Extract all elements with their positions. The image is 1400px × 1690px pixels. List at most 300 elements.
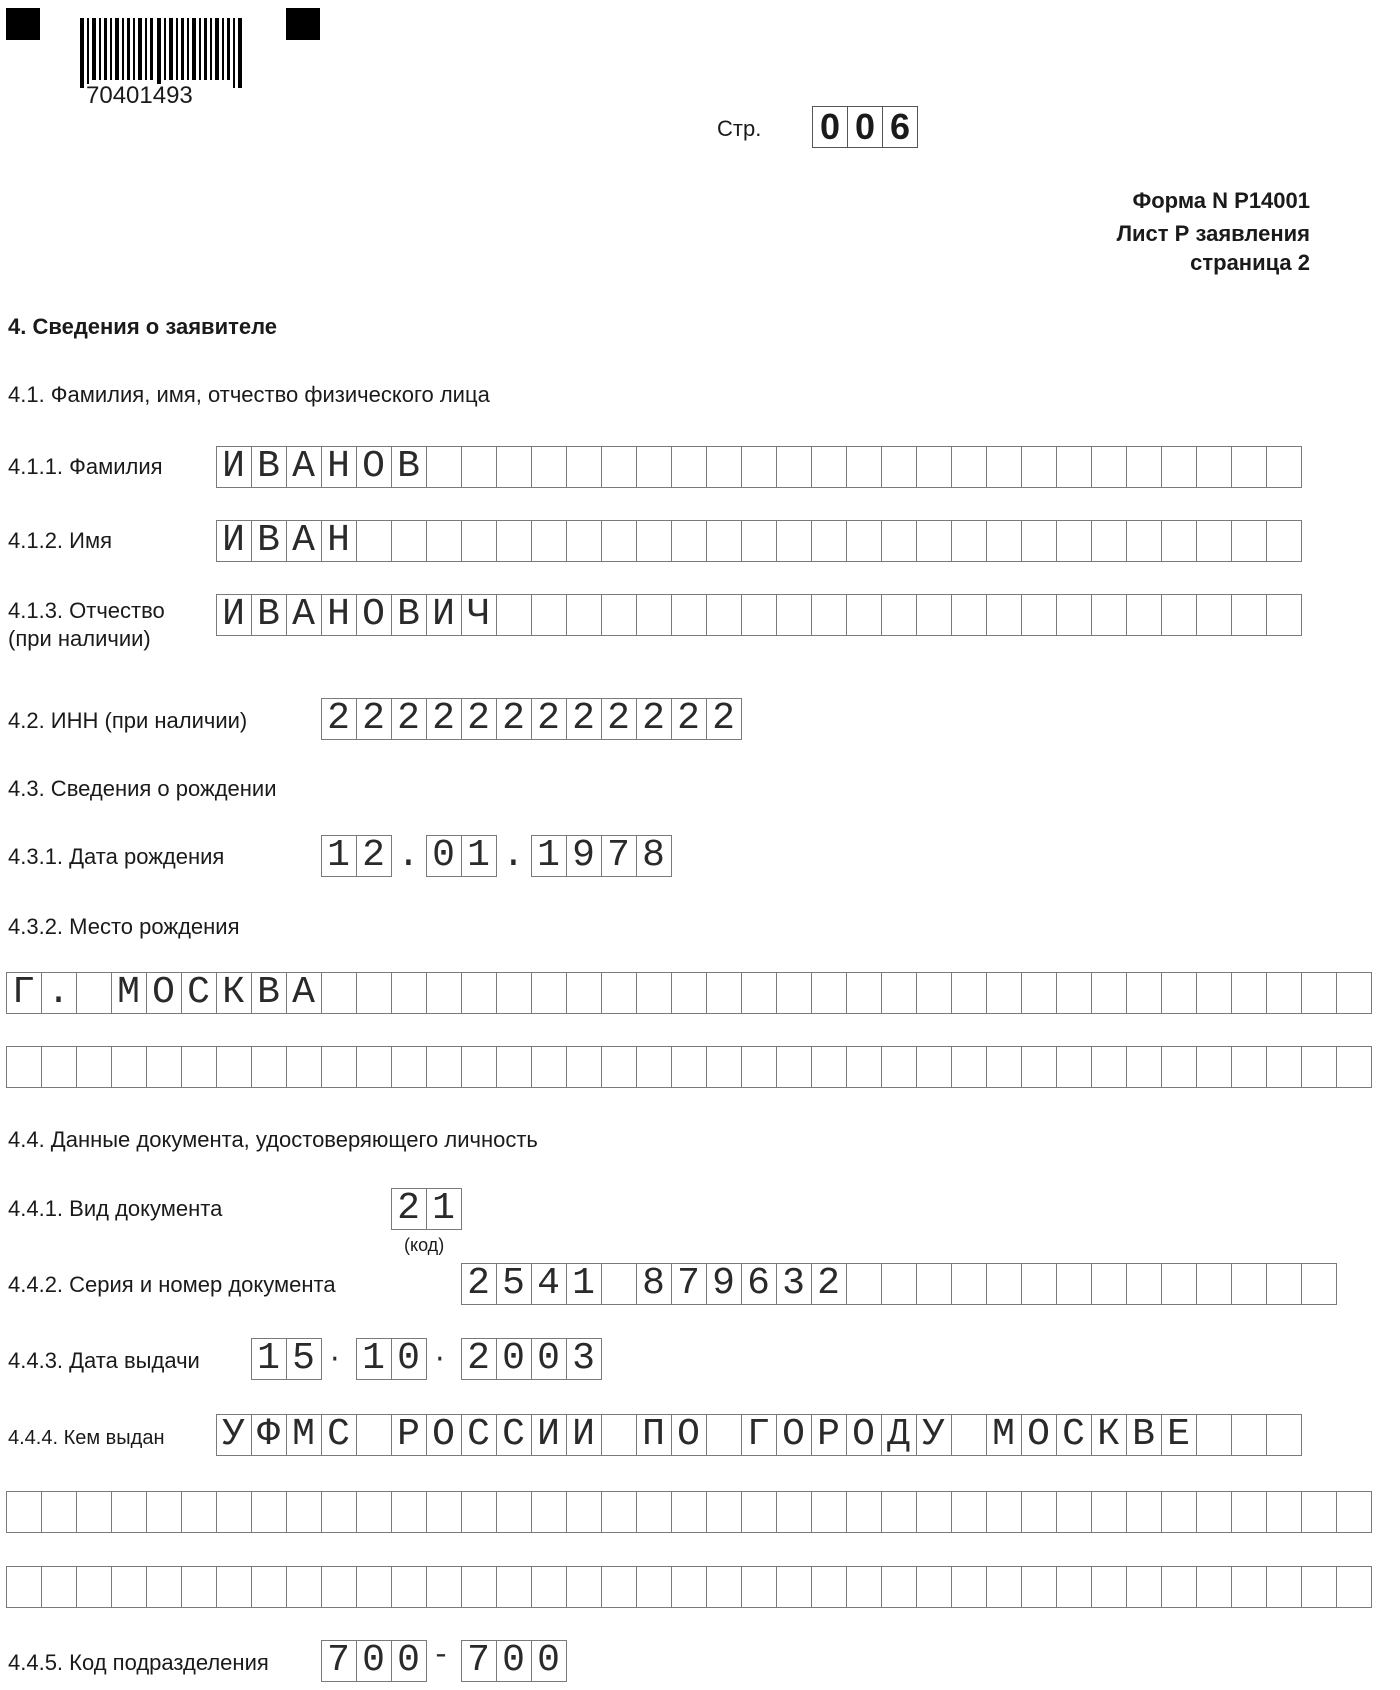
field-character: И	[537, 1413, 560, 1456]
grid-cell	[742, 1567, 777, 1607]
grid-cell	[1267, 1567, 1302, 1607]
barcode	[80, 18, 246, 88]
field-character: В	[397, 593, 420, 636]
grid-cell	[742, 521, 777, 561]
grid-cell	[287, 1492, 322, 1532]
grid-cell	[322, 1567, 357, 1607]
grid-cell	[1162, 1047, 1197, 1087]
field-character: .	[47, 971, 70, 1014]
grid-cell	[952, 973, 987, 1013]
grid-cell	[987, 521, 1022, 561]
grid-cell	[847, 1264, 882, 1304]
grid-cell	[1022, 1567, 1057, 1607]
field-character: М	[992, 1413, 1015, 1456]
field-character: 3	[572, 1337, 595, 1380]
field-character: И	[222, 445, 245, 488]
dept-code-part1-field[interactable]	[321, 1641, 426, 1681]
sheet-name: Лист Р заявления	[1116, 221, 1310, 246]
field-character: Ф	[257, 1413, 280, 1456]
grid-cell	[1092, 1492, 1127, 1532]
grid-cell	[882, 1264, 917, 1304]
field-character: 9	[572, 834, 595, 877]
grid-cell	[1302, 1047, 1337, 1087]
grid-cell	[1232, 1492, 1267, 1532]
grid-cell	[917, 521, 952, 561]
issue-day-field[interactable]	[251, 1339, 321, 1379]
grid-cell	[672, 973, 707, 1013]
grid-cell	[182, 1492, 217, 1532]
grid-cell	[497, 1567, 532, 1607]
grid-cell	[742, 1492, 777, 1532]
grid-cell	[777, 1492, 812, 1532]
grid-cell	[1267, 1492, 1302, 1532]
grid-cell	[462, 447, 497, 487]
grid-cell	[287, 1047, 322, 1087]
grid-cell	[637, 973, 672, 1013]
grid-cell	[987, 1492, 1022, 1532]
grid-cell	[427, 1047, 462, 1087]
field-character: 1	[467, 834, 490, 877]
field-character: 2	[712, 697, 735, 740]
field-character: М	[292, 1413, 315, 1456]
grid-cell	[952, 521, 987, 561]
field-character: 2	[537, 697, 560, 740]
field-character: 1	[362, 1337, 385, 1380]
issue-date-label: 4.4.3. Дата выдачи	[8, 1348, 200, 1373]
field-character: 3	[782, 1262, 805, 1305]
grid-cell	[882, 447, 917, 487]
field-character: 0	[502, 1639, 525, 1682]
field-character	[601, 1264, 636, 1304]
field-character: С	[187, 971, 210, 1014]
grid-cell	[917, 1492, 952, 1532]
field-character: 1	[327, 834, 350, 877]
grid-cell	[1337, 1492, 1372, 1532]
issue-month-field[interactable]	[356, 1339, 426, 1379]
grid-cell	[217, 1047, 252, 1087]
grid-cell	[847, 973, 882, 1013]
field-character	[951, 1415, 986, 1455]
field-character	[356, 1415, 391, 1455]
grid-cell	[427, 1567, 462, 1607]
field-character: 6	[747, 1262, 770, 1305]
grid-cell	[672, 1047, 707, 1087]
issued-by-grid-line-3[interactable]	[6, 1566, 1372, 1608]
grid-cell	[1232, 1415, 1267, 1455]
birth-year-field[interactable]	[531, 836, 671, 876]
grid-cell	[602, 447, 637, 487]
birth-place-field[interactable]	[6, 973, 321, 1013]
grid-cell	[1022, 595, 1057, 635]
grid-cell	[427, 1492, 462, 1532]
grid-cell	[7, 1567, 42, 1607]
grid-cell	[427, 521, 462, 561]
field-character: С	[1062, 1413, 1085, 1456]
grid-cell	[812, 1047, 847, 1087]
grid-cell	[812, 595, 847, 635]
field-character: К	[222, 971, 245, 1014]
grid-cell	[1092, 1047, 1127, 1087]
grid-cell	[882, 1492, 917, 1532]
field-character: О	[782, 1413, 805, 1456]
grid-cell	[77, 1047, 112, 1087]
grid-cell	[427, 447, 462, 487]
field-character: В	[257, 445, 280, 488]
grid-cell	[882, 973, 917, 1013]
field-character: В	[1132, 1413, 1155, 1456]
grid-cell	[882, 1047, 917, 1087]
grid-cell	[1197, 1047, 1232, 1087]
field-character: С	[327, 1413, 350, 1456]
field-character: 7	[327, 1639, 350, 1682]
birth-date-label: 4.3.1. Дата рождения	[8, 844, 225, 869]
dept-code-separator: -	[432, 1639, 451, 1673]
grid-cell	[1057, 1567, 1092, 1607]
subsection-4-3-title: 4.3. Сведения о рождении	[8, 776, 277, 801]
field-character: У	[922, 1413, 945, 1456]
field-character: Д	[887, 1413, 910, 1456]
doc-type-field[interactable]	[391, 1189, 461, 1229]
issue-date-separator: ·	[432, 1344, 448, 1374]
grid-cell	[1267, 595, 1302, 635]
grid-cell	[1197, 973, 1232, 1013]
grid-cell	[742, 595, 777, 635]
grid-cell	[322, 1047, 357, 1087]
grid-cell	[1162, 595, 1197, 635]
grid-cell	[77, 1492, 112, 1532]
grid-cell	[1022, 521, 1057, 561]
grid-cell	[497, 447, 532, 487]
grid-cell	[497, 595, 532, 635]
field-character: И	[432, 593, 455, 636]
grid-cell	[952, 595, 987, 635]
grid-cell	[777, 447, 812, 487]
grid-cell	[1267, 1047, 1302, 1087]
page-number-field	[812, 106, 918, 148]
grid-cell	[252, 1047, 287, 1087]
grid-cell	[777, 1047, 812, 1087]
grid-cell	[567, 1047, 602, 1087]
grid-cell	[77, 1567, 112, 1607]
doc-number-field[interactable]	[461, 1264, 846, 1304]
grid-cell	[1057, 1492, 1092, 1532]
grid-cell	[287, 1567, 322, 1607]
grid-cell	[1232, 1264, 1267, 1304]
issue-date-separator: ·	[327, 1344, 343, 1374]
birth-month-field[interactable]	[426, 836, 496, 876]
field-character: 7	[677, 1262, 700, 1305]
grid-cell	[707, 973, 742, 1013]
field-character: О	[432, 1413, 455, 1456]
grid-cell	[1197, 1415, 1232, 1455]
barcode-number: 70401493	[86, 82, 193, 109]
grid-cell	[1197, 521, 1232, 561]
grid-cell	[1092, 1567, 1127, 1607]
grid-cell	[567, 1567, 602, 1607]
grid-cell	[42, 1047, 77, 1087]
grid-cell	[217, 1567, 252, 1607]
field-character	[706, 1415, 741, 1455]
grid-cell	[847, 447, 882, 487]
grid-cell	[987, 1264, 1022, 1304]
grid-cell	[1127, 973, 1162, 1013]
field-character: О	[1027, 1413, 1050, 1456]
field-character: Е	[1167, 1413, 1190, 1456]
name-field[interactable]	[216, 521, 356, 561]
grid-cell	[532, 521, 567, 561]
grid-cell	[322, 973, 357, 1013]
birth-day-field[interactable]	[321, 836, 391, 876]
grid-cell	[812, 973, 847, 1013]
grid-cell	[1092, 1264, 1127, 1304]
grid-cell	[532, 595, 567, 635]
field-character: 0	[397, 1639, 420, 1682]
grid-cell	[812, 447, 847, 487]
grid-cell	[112, 1047, 147, 1087]
field-character: О	[852, 1413, 875, 1456]
grid-cell	[952, 1047, 987, 1087]
grid-cell	[322, 1492, 357, 1532]
grid-cell	[1232, 447, 1267, 487]
registration-marker-right	[286, 8, 320, 40]
grid-cell	[7, 1047, 42, 1087]
grid-cell	[812, 1567, 847, 1607]
grid-cell	[392, 1047, 427, 1087]
inn-field[interactable]	[321, 699, 741, 739]
grid-cell	[637, 595, 672, 635]
grid-cell	[532, 973, 567, 1013]
grid-cell	[882, 521, 917, 561]
page-digit: 6	[883, 107, 918, 147]
grid-cell	[217, 1492, 252, 1532]
grid-cell	[1057, 1047, 1092, 1087]
grid-cell	[847, 1567, 882, 1607]
grid-cell	[252, 1492, 287, 1532]
grid-cell	[392, 1567, 427, 1607]
issued-by-grid-line-2[interactable]	[6, 1491, 1372, 1533]
patronymic-field[interactable]	[216, 595, 496, 635]
grid-cell	[1092, 447, 1127, 487]
grid-cell	[1232, 595, 1267, 635]
grid-cell	[532, 1492, 567, 1532]
grid-cell	[952, 1264, 987, 1304]
grid-cell	[1232, 973, 1267, 1013]
grid-cell	[1197, 1567, 1232, 1607]
patronymic-label-note: (при наличии)	[8, 626, 151, 651]
grid-cell	[357, 973, 392, 1013]
doc-type-label: 4.4.1. Вид документа	[8, 1196, 223, 1221]
grid-cell	[1127, 1047, 1162, 1087]
form-name: Форма N Р14001	[1132, 188, 1310, 213]
grid-cell	[882, 595, 917, 635]
grid-cell	[987, 447, 1022, 487]
grid-cell	[1092, 973, 1127, 1013]
grid-cell	[357, 1567, 392, 1607]
grid-cell	[532, 1047, 567, 1087]
name-label: 4.1.2. Имя	[8, 528, 113, 553]
grid-cell	[1127, 1264, 1162, 1304]
field-character: 2	[467, 1262, 490, 1305]
field-character: 0	[362, 1639, 385, 1682]
field-character: Р	[397, 1413, 420, 1456]
field-character: И	[222, 519, 245, 562]
grid-cell	[672, 1567, 707, 1607]
grid-cell	[707, 1567, 742, 1607]
grid-cell	[357, 1047, 392, 1087]
field-character: 0	[537, 1639, 560, 1682]
grid-cell	[532, 1567, 567, 1607]
grid-cell	[777, 521, 812, 561]
field-character: У	[222, 1413, 245, 1456]
grid-cell	[952, 447, 987, 487]
grid-cell	[602, 595, 637, 635]
field-character: О	[362, 593, 385, 636]
grid-cell	[1162, 973, 1197, 1013]
page-digit: 0	[813, 107, 848, 147]
field-character: 2	[397, 697, 420, 740]
issue-year-field[interactable]	[461, 1339, 601, 1379]
grid-cell	[847, 595, 882, 635]
grid-cell	[1022, 447, 1057, 487]
field-character: 7	[607, 834, 630, 877]
field-character: Р	[817, 1413, 840, 1456]
field-character: М	[117, 971, 140, 1014]
grid-cell	[147, 1567, 182, 1607]
grid-cell	[567, 447, 602, 487]
grid-cell	[1267, 1415, 1302, 1455]
grid-cell	[812, 521, 847, 561]
grid-cell	[602, 1492, 637, 1532]
grid-cell	[1022, 1264, 1057, 1304]
field-character: А	[292, 593, 315, 636]
dept-code-part2-field[interactable]	[461, 1641, 566, 1681]
grid-cell	[777, 1567, 812, 1607]
field-character: 1	[257, 1337, 280, 1380]
grid-cell	[952, 1567, 987, 1607]
grid-cell	[1127, 1567, 1162, 1607]
grid-cell	[1057, 521, 1092, 561]
field-character: 4	[537, 1262, 560, 1305]
grid-cell	[672, 447, 707, 487]
grid-cell	[637, 521, 672, 561]
page-digit: 0	[848, 107, 883, 147]
field-character: 1	[572, 1262, 595, 1305]
field-character: В	[257, 971, 280, 1014]
doc-number-label: 4.4.2. Серия и номер документа	[8, 1272, 336, 1297]
field-character: Г	[12, 971, 35, 1014]
field-character: О	[677, 1413, 700, 1456]
grid-cell	[1057, 447, 1092, 487]
field-character: О	[152, 971, 175, 1014]
grid-cell	[1197, 1264, 1232, 1304]
field-character: 2	[362, 834, 385, 877]
grid-cell	[917, 447, 952, 487]
surname-field[interactable]	[216, 447, 426, 487]
issued-by-field[interactable]	[216, 1415, 1196, 1455]
birth-date-separator: .	[397, 834, 420, 877]
grid-cell	[917, 1047, 952, 1087]
field-character: С	[467, 1413, 490, 1456]
field-character: 8	[642, 1262, 665, 1305]
grid-cell	[112, 1567, 147, 1607]
grid-cell	[1267, 973, 1302, 1013]
grid-cell	[987, 1047, 1022, 1087]
grid-cell	[1197, 447, 1232, 487]
grid-cell	[182, 1047, 217, 1087]
birth-place-label: 4.3.2. Место рождения	[8, 914, 240, 939]
grid-cell	[567, 521, 602, 561]
grid-cell	[602, 1047, 637, 1087]
grid-cell	[392, 1492, 427, 1532]
grid-cell	[497, 1492, 532, 1532]
grid-cell	[1267, 1264, 1302, 1304]
section-title: 4. Сведения о заявителе	[8, 314, 278, 339]
grid-cell	[742, 1047, 777, 1087]
grid-cell	[1162, 1492, 1197, 1532]
grid-cell	[1022, 973, 1057, 1013]
field-character: 1	[537, 834, 560, 877]
field-character: В	[397, 445, 420, 488]
grid-cell	[742, 973, 777, 1013]
grid-cell	[1302, 973, 1337, 1013]
grid-cell	[917, 1264, 952, 1304]
field-character: 8	[642, 834, 665, 877]
grid-cell	[847, 521, 882, 561]
birth-place-grid-line-2[interactable]	[6, 1046, 1372, 1088]
field-character: 2	[467, 697, 490, 740]
grid-cell	[567, 1492, 602, 1532]
field-character: С	[502, 1413, 525, 1456]
dept-code-label: 4.4.5. Код подразделения	[8, 1650, 269, 1675]
grid-cell	[1092, 521, 1127, 561]
page-label: Стр.	[717, 116, 762, 141]
name-grid[interactable]	[216, 520, 1302, 562]
grid-cell	[567, 595, 602, 635]
field-character: 1	[432, 1187, 455, 1230]
field-character: 2	[327, 697, 350, 740]
grid-cell	[1232, 521, 1267, 561]
grid-cell	[42, 1492, 77, 1532]
grid-cell	[812, 1492, 847, 1532]
grid-cell	[952, 1492, 987, 1532]
field-character: 9	[712, 1262, 735, 1305]
grid-cell	[707, 1492, 742, 1532]
subsection-4-1-title: 4.1. Фамилия, имя, отчество физического лица	[8, 382, 490, 407]
grid-cell	[1267, 521, 1302, 561]
birth-date-separator: .	[502, 834, 525, 877]
grid-cell	[1302, 1264, 1337, 1304]
grid-cell	[427, 973, 462, 1013]
grid-cell	[1162, 1264, 1197, 1304]
grid-cell	[1302, 1567, 1337, 1607]
grid-cell	[462, 1492, 497, 1532]
grid-cell	[147, 1492, 182, 1532]
field-character: 2	[502, 697, 525, 740]
surname-label: 4.1.1. Фамилия	[8, 454, 163, 479]
grid-cell	[252, 1567, 287, 1607]
grid-cell	[917, 595, 952, 635]
field-character: И	[572, 1413, 595, 1456]
issued-by-label: 4.4.4. Кем выдан	[8, 1427, 165, 1449]
field-character: 2	[642, 697, 665, 740]
grid-cell	[1022, 1047, 1057, 1087]
grid-cell	[182, 1567, 217, 1607]
field-character: А	[292, 445, 315, 488]
grid-cell	[462, 1567, 497, 1607]
field-character	[76, 973, 111, 1013]
grid-cell	[1197, 595, 1232, 635]
grid-cell	[637, 1567, 672, 1607]
